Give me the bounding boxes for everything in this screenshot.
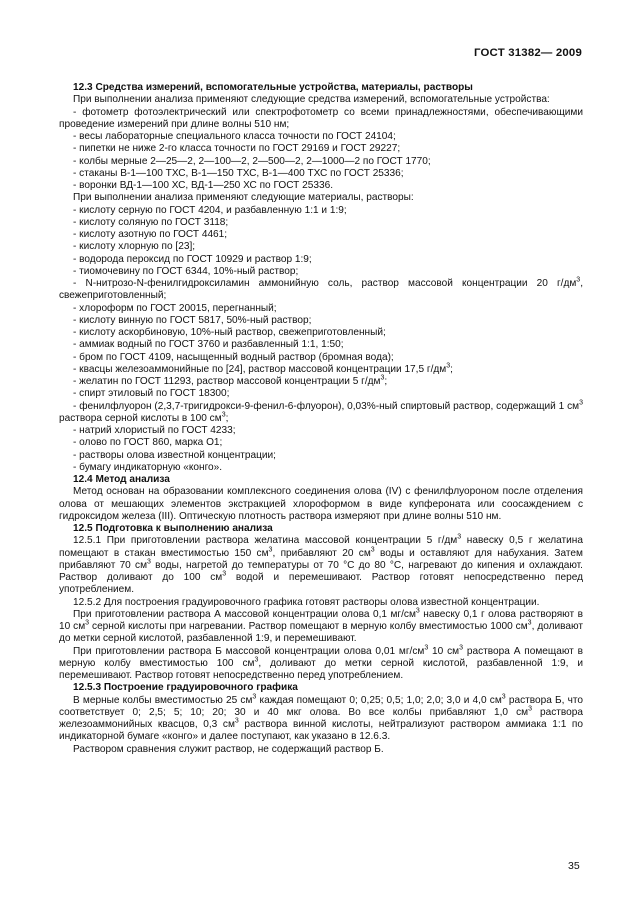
list-item: - натрий хлористый по ГОСТ 4233; xyxy=(73,425,236,436)
text-run: 10 см xyxy=(428,645,460,657)
page-number: 35 xyxy=(568,860,580,872)
superscript: 3 xyxy=(268,546,273,554)
text-run: водой и перемешивают. Раствор готовят непосредственно перед употреблением. xyxy=(59,572,583,596)
superscript: 3 xyxy=(459,644,464,652)
text-run: серной кислоты при нагревании. Раствор помещают в мерную колбу вместимостью 1000 см xyxy=(89,621,528,632)
text-run: навеску 0,1 г олова растворяют в 10 см xyxy=(59,608,583,632)
list-item: - аммиак водный по ГОСТ 3760 и разбавленный 1:1, 1:50; xyxy=(73,339,344,351)
section-heading-12-5: 12.5 Подготовка к выполнению анализа xyxy=(73,523,273,534)
list-item: - кислоту соляную по ГОСТ 3118; xyxy=(73,216,229,228)
superscript: 3 xyxy=(446,362,451,370)
paragraph: Метод основан на образовании комплексного соединения олова (IV) с фенилфлуороном после отделения олова от мешающих элементов экстракцией хлороформом в виде купфероната или соосаждением с гидроксидом железа (III). Оптическую плотность раствора измеряют при длине волны 510 нм. xyxy=(59,486,583,522)
list-item: - хлороформ по ГОСТ 20015, перегнанный; xyxy=(73,302,277,314)
text-run: ; xyxy=(225,412,229,424)
superscript: 3 xyxy=(254,656,259,664)
list-item xyxy=(59,376,583,388)
paragraph-12-5-1 xyxy=(59,535,583,596)
list-item: - кислоту азотную по ГОСТ 4461; xyxy=(73,229,228,240)
superscript: 3 xyxy=(528,705,532,713)
list-item: - фотометр фотоэлектрический или спектрофотометр со всеми принадлежностями, обеспечивающими проведение измерений при длине волны 510 нм; xyxy=(59,106,583,130)
list-item: - колбы мерные 2—25—2, 2—100—2, 2—500—2, 2—1000—2 по ГОСТ 1770; xyxy=(73,155,431,167)
list-item: - тиомочевину по ГОСТ 6344, 10%-ный раствор; xyxy=(73,265,299,277)
text-run: ; xyxy=(384,376,388,387)
text-run: , прибавляют 20 см xyxy=(272,547,371,559)
text-run: навеску 0,5 г желатина помещают в стакан вместимостью 150 см xyxy=(59,535,583,559)
text-run: воды, нагретой до температуры от 70 °С до 80 °С, нагревают до кипения и охлаждают. Раствор доливают до 100 см xyxy=(59,559,583,583)
text-run: , свежеприготовленный; xyxy=(59,278,583,302)
superscript: 3 xyxy=(252,693,257,701)
list-item: - спирт этиловый по ГОСТ 18300; xyxy=(73,388,230,400)
text-run: раствора серной кислоты в 100 см xyxy=(59,412,222,424)
superscript: 3 xyxy=(85,619,90,627)
section-heading-12-4: 12.4 Метод анализа xyxy=(73,474,170,485)
list-item: - кислоту винную по ГОСТ 5817, 50%-ный раствор; xyxy=(73,314,312,326)
text-run: При приготовлении раствора Б массовой концентрации олова 0,01 мг/см xyxy=(73,645,425,657)
list-item: - кислоту аскорбиновую, 10%-ный раствор, свежеприготовленный; xyxy=(73,327,386,338)
text-run: При приготовлении раствора А массовой концентрации олова 0,1 мг/см xyxy=(73,608,416,620)
text-run: - N-нитрозо-N-фенилгидроксиламин аммонийную соль, раствор массовой концентрации 20 г/дм xyxy=(73,278,577,289)
text-run: , доливают до метки серной кислотой, разбавленной 1:9, и перемешивают. Раствор готовят непосредственно перед употреблением. xyxy=(59,657,583,681)
list-item xyxy=(59,278,583,303)
superscript: 3 xyxy=(501,693,506,701)
paragraph xyxy=(59,609,583,646)
superscript: 3 xyxy=(579,399,583,407)
text-run: воды и оставляют для набухания. Затем прибавляют 70 см xyxy=(59,547,583,571)
list-item: - кислоту хлорную по [23]; xyxy=(73,241,196,253)
text-run: - квасцы железоаммонийные по [24], раствор массовой концентрации 17,5 г/дм xyxy=(73,363,447,375)
list-item: - растворы олова известной концентрации; xyxy=(73,449,276,461)
superscript: 3 xyxy=(457,533,462,541)
document-body xyxy=(59,82,583,756)
paragraph: Раствором сравнения служит раствор, не содержащий раствор Б. xyxy=(73,743,384,755)
superscript: 3 xyxy=(527,619,532,627)
list-item xyxy=(59,401,583,426)
text-run: В мерные колбы вместимостью 25 см xyxy=(73,694,253,706)
paragraph-12-5-2: 12.5.2 Для построения градуировочного графика готовят растворы олова известной концентрации. xyxy=(73,596,540,608)
list-item: - весы лабораторные специального класса точности по ГОСТ 24104; xyxy=(73,131,396,142)
list-item: - стаканы В-1—100 ТХС, В-1—150 ТХС, В-1—400 ТХС по ГОСТ 25336; xyxy=(73,167,404,179)
paragraph xyxy=(59,646,583,683)
text-run: раствора А помещают в мерную колбу вместимостью 100 см xyxy=(59,645,584,669)
superscript: 3 xyxy=(221,411,226,419)
document-code-header: ГОСТ 31382— 2009 xyxy=(473,47,582,59)
superscript: 3 xyxy=(424,644,429,652)
text-run: ; xyxy=(450,363,453,375)
list-item: - воронки ВД-1—100 ХС, ВД-1—250 ХС по ГОСТ 25336. xyxy=(73,180,334,191)
text-run: раствора винной кислоты, нейтрализуют раствором аммиака 1:1 по индикаторной бумаге «конго» и далее поступают, как указано в 12.6.3. xyxy=(59,719,583,743)
superscript: 3 xyxy=(576,276,581,284)
paragraph xyxy=(59,695,583,744)
superscript: 3 xyxy=(147,558,151,566)
list-item: - олово по ГОСТ 860, марка О1; xyxy=(73,437,223,449)
list-item: - бумагу индикаторную «конго». xyxy=(73,461,223,473)
superscript: 3 xyxy=(370,546,375,554)
text-run: - желатин по ГОСТ 11293, раствор массовой концентрации 5 г/дм xyxy=(73,376,381,387)
list-item: - кислоту серную по ГОСТ 4204, и разбавленную 1:1 и 1:9; xyxy=(73,204,347,216)
list-item xyxy=(59,364,583,376)
list-item: - бром по ГОСТ 4109, насыщенный водный раствор (бромная вода); xyxy=(73,351,394,363)
section-heading-12-3: 12.3 Средства измерений, вспомогательные устройства, материалы, растворы xyxy=(73,82,473,93)
text-run: раствора железоаммонийных квасцов, 0,3 см xyxy=(59,706,583,730)
text-run: раствора Б, что соответствует 0; 2,5; 5; 10; 20; 30 и 40 мкг олова. Во все колбы прибавляют 1,0 см xyxy=(59,694,583,718)
paragraph: При выполнении анализа применяют следующие материалы, растворы: xyxy=(73,192,414,204)
list-item: - водорода пероксид по ГОСТ 10929 и раствор 1:9; xyxy=(73,253,312,265)
superscript: 3 xyxy=(222,570,227,578)
paragraph: При выполнении анализа применяют следующие средства измерений, вспомогательные устройства: xyxy=(73,94,550,106)
text-run: 12.5.1 При приготовлении раствора желатина массовой концентрации 5 г/дм xyxy=(73,535,458,547)
text-run: каждая помещают 0; 0,25; 0,5; 1,0; 2,0; 3,0 и 4,0 см xyxy=(256,694,502,706)
superscript: 3 xyxy=(380,374,385,382)
superscript: 3 xyxy=(234,717,239,725)
superscript: 3 xyxy=(415,607,420,615)
list-item: - пипетки не ниже 2-го класса точности по ГОСТ 29169 и ГОСТ 29227; xyxy=(73,143,401,155)
text-run: - фенилфлуорон (2,3,7-тригидрокси-9-фенил-6-флуорон), 0,03%-ный спиртовый раствор, содержащий 1 см xyxy=(73,400,580,412)
section-heading-12-5-3: 12.5.3 Построение градуировочного графика xyxy=(73,682,298,694)
text-run: , доливают до метки серной кислотой, разбавленной 1:9, и перемешивают. xyxy=(59,621,583,645)
